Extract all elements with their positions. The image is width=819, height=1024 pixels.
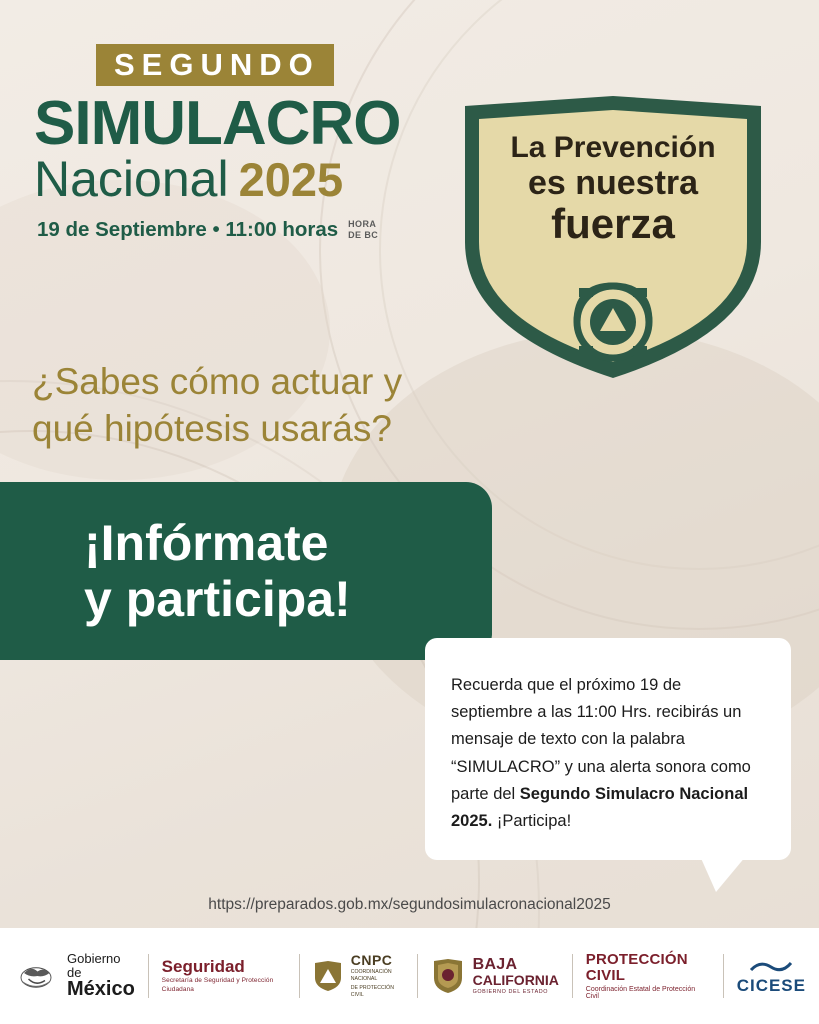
seguridad-line-1: Seguridad [161, 956, 245, 976]
banner-line-2: y participa! [84, 571, 351, 627]
cicese-block [737, 959, 806, 994]
timezone-note [346, 219, 378, 240]
bubble-text-part2: ¡Participa! [492, 812, 572, 831]
seguridad-line-2: Secretaría de Seguridad y Protección Ciudadana [161, 977, 274, 993]
event-url[interactable]: https://preparados.gob.mx/segundosimulacronacional2025 [208, 896, 611, 913]
cicese-label: CICESE [736, 975, 806, 995]
logo-cicese [724, 959, 819, 994]
seguridad-text [162, 958, 286, 995]
info-speech-bubble [425, 638, 791, 860]
eagle-crest-icon [13, 961, 59, 991]
cnpc-text [351, 953, 404, 1000]
logo-baja-california [418, 957, 572, 995]
logo-cnpc [300, 953, 417, 1000]
date-row [37, 218, 434, 242]
timezone-line-2: DE BC [348, 229, 379, 240]
proteccion-line-1: PROTECCIÓN CIVIL [585, 951, 688, 984]
timezone-line-1: HORA [348, 219, 377, 230]
shield-line-3: fuerza [551, 199, 675, 247]
logo-gobierno-de-mexico [0, 952, 148, 1000]
event-date: 19 de Septiembre • 11:00 horas [37, 217, 339, 241]
question-line-1: ¿Sabes cómo actuar y [32, 361, 403, 402]
state-seal-icon [431, 958, 465, 994]
cnpc-emblem-icon [313, 960, 343, 992]
bubble-text-part1: Recuerda que el próximo 19 de septiembre a las 11:00 Hrs. recibirás un mensaje de texto con la palabra “SIMULACRO” y una alerta sonora como parte del [451, 676, 751, 803]
cnpc-line-1: COORDINACIÓN NACIONAL [350, 969, 392, 983]
speech-bubble-tail [700, 856, 746, 892]
wave-icon [750, 959, 792, 975]
shield-line-2: es nuestra [527, 163, 699, 202]
shield-slogan [453, 132, 773, 246]
bubble-paragraph [451, 672, 763, 835]
question-line-2: qué hipótesis usarás? [32, 408, 392, 450]
baja-line-3: GOBIERNO DEL ESTADO [472, 989, 549, 995]
baja-line-1: BAJA [472, 956, 518, 973]
segundo-badge: SEGUNDO [96, 44, 334, 86]
logo-proteccion-civil [573, 952, 723, 1000]
baja-line-2: CALIFORNIA [472, 972, 559, 988]
gobierno-line-1: Gobierno de [67, 950, 121, 980]
gobierno-text [67, 952, 135, 1000]
footer-logos [0, 928, 819, 1024]
cnpc-acronym: CNPC [350, 951, 393, 968]
bubble-text-bold: Segundo Simulacro Nacional 2025. [451, 784, 749, 831]
simulacro-heading: SIMULACRO [34, 89, 401, 158]
gobierno-line-2: México [67, 978, 135, 1001]
cnpc-shield-icon [313, 960, 343, 992]
year-heading: 2025 [238, 153, 344, 207]
question-text [32, 358, 502, 453]
logo-seguridad [149, 958, 299, 995]
call-to-action-banner [0, 482, 492, 660]
baja-california-text [473, 957, 559, 995]
banner-line-1: ¡Infórmate [84, 515, 329, 571]
prevention-shield [453, 92, 773, 382]
cnpc-line-2: DE PROTECCIÓN CIVIL [350, 985, 394, 999]
nacional-heading: Nacional [34, 151, 229, 208]
eagle-icon [13, 961, 59, 991]
title-block [34, 44, 434, 242]
proteccion-civil-text [586, 952, 710, 1000]
baja-california-seal-icon [431, 958, 465, 994]
proteccion-line-2: Coordinación Estatal de Protección Civil [585, 985, 696, 1000]
shield-line-1: La Prevención [510, 131, 716, 164]
nacional-year-row [34, 153, 434, 206]
